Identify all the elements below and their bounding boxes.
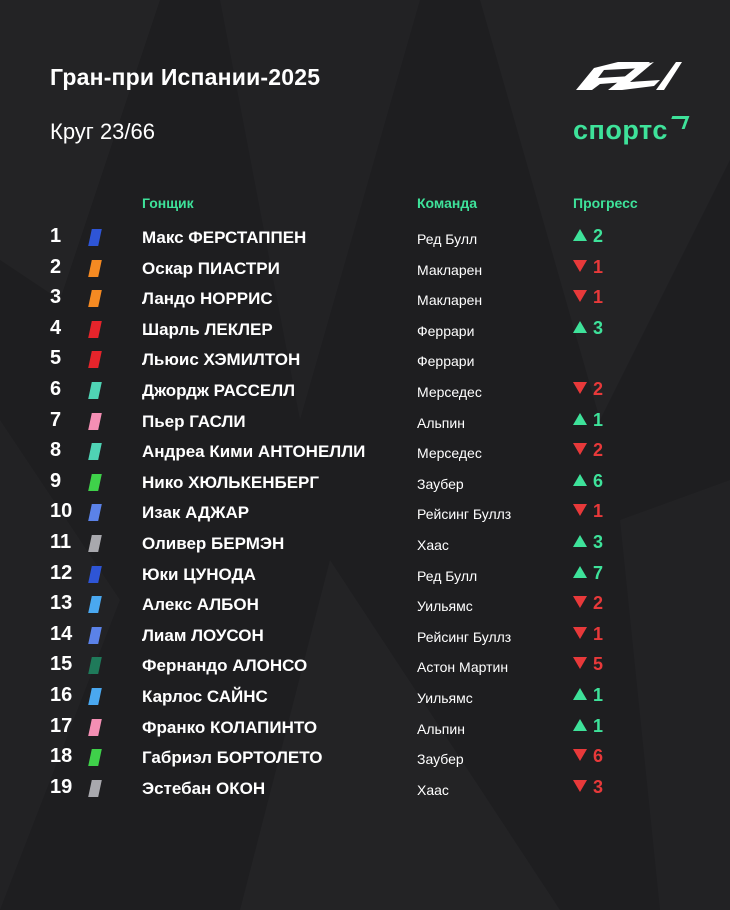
team-name: Мерседес — [417, 445, 482, 462]
team-color-marker — [88, 627, 102, 644]
team-color-marker — [88, 719, 102, 736]
position-number: 4 — [50, 316, 62, 339]
position-number: 9 — [50, 469, 62, 492]
team-color-marker — [88, 382, 102, 399]
position-number: 19 — [50, 775, 73, 798]
arrow-up-icon — [573, 321, 587, 333]
table-row — [0, 223, 730, 254]
position-number: 1 — [50, 225, 62, 247]
team-color-marker — [88, 535, 102, 552]
position-change-value: 3 — [593, 531, 604, 552]
table-row — [0, 345, 730, 376]
table-row — [0, 498, 730, 529]
driver-name: Карлос САЙНС — [142, 686, 268, 706]
position-change — [573, 257, 603, 278]
position-change-value: 2 — [593, 378, 604, 399]
position-number: 16 — [50, 683, 73, 706]
driver-name: Лиам ЛОУСОН — [142, 625, 264, 645]
team-color-marker — [88, 596, 102, 613]
position-number: 2 — [50, 255, 62, 278]
team-color-marker — [88, 351, 102, 368]
position-change — [573, 410, 603, 431]
table-row — [0, 468, 730, 499]
team-color-marker — [88, 260, 102, 277]
position-change — [573, 501, 603, 522]
driver-name: Эстебан ОКОН — [142, 778, 266, 798]
sports-logo — [573, 115, 687, 146]
driver-name: Нико ХЮЛЬКЕНБЕРГ — [142, 472, 320, 492]
position-number: 7 — [50, 408, 62, 431]
arrow-down-icon — [573, 780, 587, 792]
position-change — [573, 379, 603, 400]
arrow-down-icon — [573, 657, 587, 669]
position-change — [573, 532, 603, 553]
team-color-marker — [88, 566, 102, 583]
position-number: 13 — [50, 592, 73, 615]
arrow-down-icon — [573, 749, 587, 761]
table-row — [0, 376, 730, 407]
position-number: 18 — [50, 745, 73, 768]
driver-name: Юки ЦУНОДА — [142, 564, 256, 584]
position-change — [573, 226, 603, 247]
table-row — [0, 315, 730, 346]
position-change-value: 1 — [593, 623, 604, 644]
driver-name: Пьер ГАСЛИ — [142, 411, 246, 431]
team-name: Альпин — [417, 414, 465, 431]
position-number: 8 — [50, 439, 62, 462]
team-color-marker — [88, 657, 102, 674]
arrow-up-icon — [573, 688, 587, 700]
table-row — [0, 682, 730, 713]
position-change-value: 6 — [593, 746, 604, 767]
team-name: Уильямс — [417, 598, 473, 615]
driver-name: Льюис ХЭМИЛТОН — [142, 350, 301, 370]
driver-name: Алекс АЛБОН — [142, 595, 259, 615]
arrow-down-icon — [573, 260, 587, 272]
team-name: Астон Мартин — [417, 659, 509, 676]
position-change — [573, 624, 603, 645]
position-number: 12 — [50, 561, 73, 584]
driver-name: Изак АДЖАР — [142, 503, 250, 523]
position-change-value: 3 — [593, 776, 604, 797]
sports-logo-mark-icon — [667, 116, 689, 129]
arrow-up-icon — [573, 719, 587, 731]
team-color-marker — [88, 413, 102, 430]
position-number: 10 — [50, 500, 73, 523]
position-change-value: 2 — [593, 226, 604, 246]
driver-name: Шарль ЛЕКЛЕР — [142, 319, 273, 339]
position-change-value: 2 — [593, 440, 604, 461]
position-change — [573, 777, 603, 798]
arrow-down-icon — [573, 627, 587, 639]
standings-table — [0, 223, 730, 804]
team-name: Ред Булл — [417, 231, 478, 247]
position-change-value: 1 — [593, 715, 604, 736]
driver-name: Оскар ПИАСТРИ — [142, 258, 280, 278]
team-color-marker — [88, 321, 102, 338]
position-change — [573, 593, 603, 614]
table-row — [0, 529, 730, 560]
f1-logo-icon — [572, 58, 684, 92]
table-row — [0, 254, 730, 285]
position-change — [573, 716, 603, 737]
position-number: 3 — [50, 286, 62, 309]
team-name: Уильямс — [417, 689, 473, 706]
position-change — [573, 318, 603, 339]
arrow-down-icon — [573, 382, 587, 394]
team-color-marker — [88, 474, 102, 491]
position-number: 5 — [50, 347, 62, 370]
position-change-value: 7 — [593, 562, 604, 583]
team-color-marker — [88, 688, 102, 705]
team-name: Макларен — [417, 292, 483, 309]
team-name: Феррари — [417, 353, 475, 370]
position-change-value: 2 — [593, 593, 604, 614]
table-row — [0, 651, 730, 682]
position-number: 17 — [50, 714, 73, 737]
team-color-marker — [88, 749, 102, 766]
driver-name: Андреа Кими АНТОНЕЛЛИ — [142, 442, 366, 462]
table-row — [0, 621, 730, 652]
team-name: Хаас — [417, 781, 449, 798]
sports-logo-text: спортс — [573, 115, 668, 145]
position-change — [573, 440, 603, 461]
position-change — [573, 287, 603, 308]
arrow-down-icon — [573, 504, 587, 516]
team-name: Заубер — [417, 751, 464, 768]
arrow-up-icon — [573, 474, 587, 486]
team-color-marker — [88, 229, 102, 246]
position-change — [573, 563, 603, 584]
team-name: Мерседес — [417, 383, 482, 400]
position-number: 6 — [50, 377, 62, 400]
table-row — [0, 284, 730, 315]
team-color-marker — [88, 443, 102, 460]
position-change-value: 3 — [593, 317, 604, 338]
team-name: Макларен — [417, 261, 483, 278]
team-name: Феррари — [417, 322, 475, 339]
driver-name: Джордж РАССЕЛЛ — [142, 380, 296, 400]
arrow-down-icon — [573, 596, 587, 608]
driver-name: Макс ФЕРСТАППЕН — [142, 228, 307, 247]
driver-name: Ландо НОРРИС — [142, 289, 273, 309]
column-header-team: Команда — [417, 195, 477, 211]
table-row — [0, 407, 730, 438]
driver-name: Франко КОЛАПИНТО — [142, 717, 318, 737]
team-name: Ред Булл — [417, 567, 478, 584]
position-change — [573, 654, 603, 675]
position-change — [573, 471, 603, 492]
driver-name: Оливер БЕРМЭН — [142, 533, 285, 553]
team-name: Заубер — [417, 475, 464, 492]
arrow-up-icon — [573, 566, 587, 578]
table-row — [0, 743, 730, 774]
position-change-value: 1 — [593, 501, 604, 522]
team-name: Рейсинг Буллз — [417, 628, 512, 645]
lap-counter: Круг 23/66 — [50, 119, 155, 144]
position-change-value: 5 — [593, 654, 604, 675]
position-number: 15 — [50, 653, 73, 676]
position-change-value: 1 — [593, 256, 604, 277]
table-row — [0, 713, 730, 744]
team-name: Альпин — [417, 720, 465, 737]
driver-name: Габриэл БОРТОЛЕТО — [142, 748, 323, 768]
team-color-marker — [88, 780, 102, 797]
driver-name: Фернандо АЛОНСО — [142, 656, 308, 676]
position-change-value: 1 — [593, 684, 604, 705]
position-change — [573, 746, 603, 767]
team-color-marker — [88, 290, 102, 307]
page-title: Гран-при Испании-2025 — [50, 64, 321, 90]
column-header-progress: Прогресс — [573, 195, 638, 211]
arrow-down-icon — [573, 290, 587, 302]
table-row — [0, 560, 730, 591]
position-change-value: 6 — [593, 470, 604, 491]
arrow-up-icon — [573, 229, 587, 241]
column-header-driver: Гонщик — [142, 195, 194, 211]
table-row — [0, 590, 730, 621]
position-change-value: 1 — [593, 287, 604, 308]
position-number: 14 — [50, 622, 73, 645]
table-row — [0, 774, 730, 805]
table-row — [0, 437, 730, 468]
arrow-up-icon — [573, 535, 587, 547]
arrow-up-icon — [573, 413, 587, 425]
position-change — [573, 685, 603, 706]
position-number: 11 — [50, 530, 72, 553]
position-change-value: 1 — [593, 409, 604, 430]
team-name: Рейсинг Буллз — [417, 506, 512, 523]
team-color-marker — [88, 504, 102, 521]
team-name: Хаас — [417, 536, 449, 553]
arrow-down-icon — [573, 443, 587, 455]
